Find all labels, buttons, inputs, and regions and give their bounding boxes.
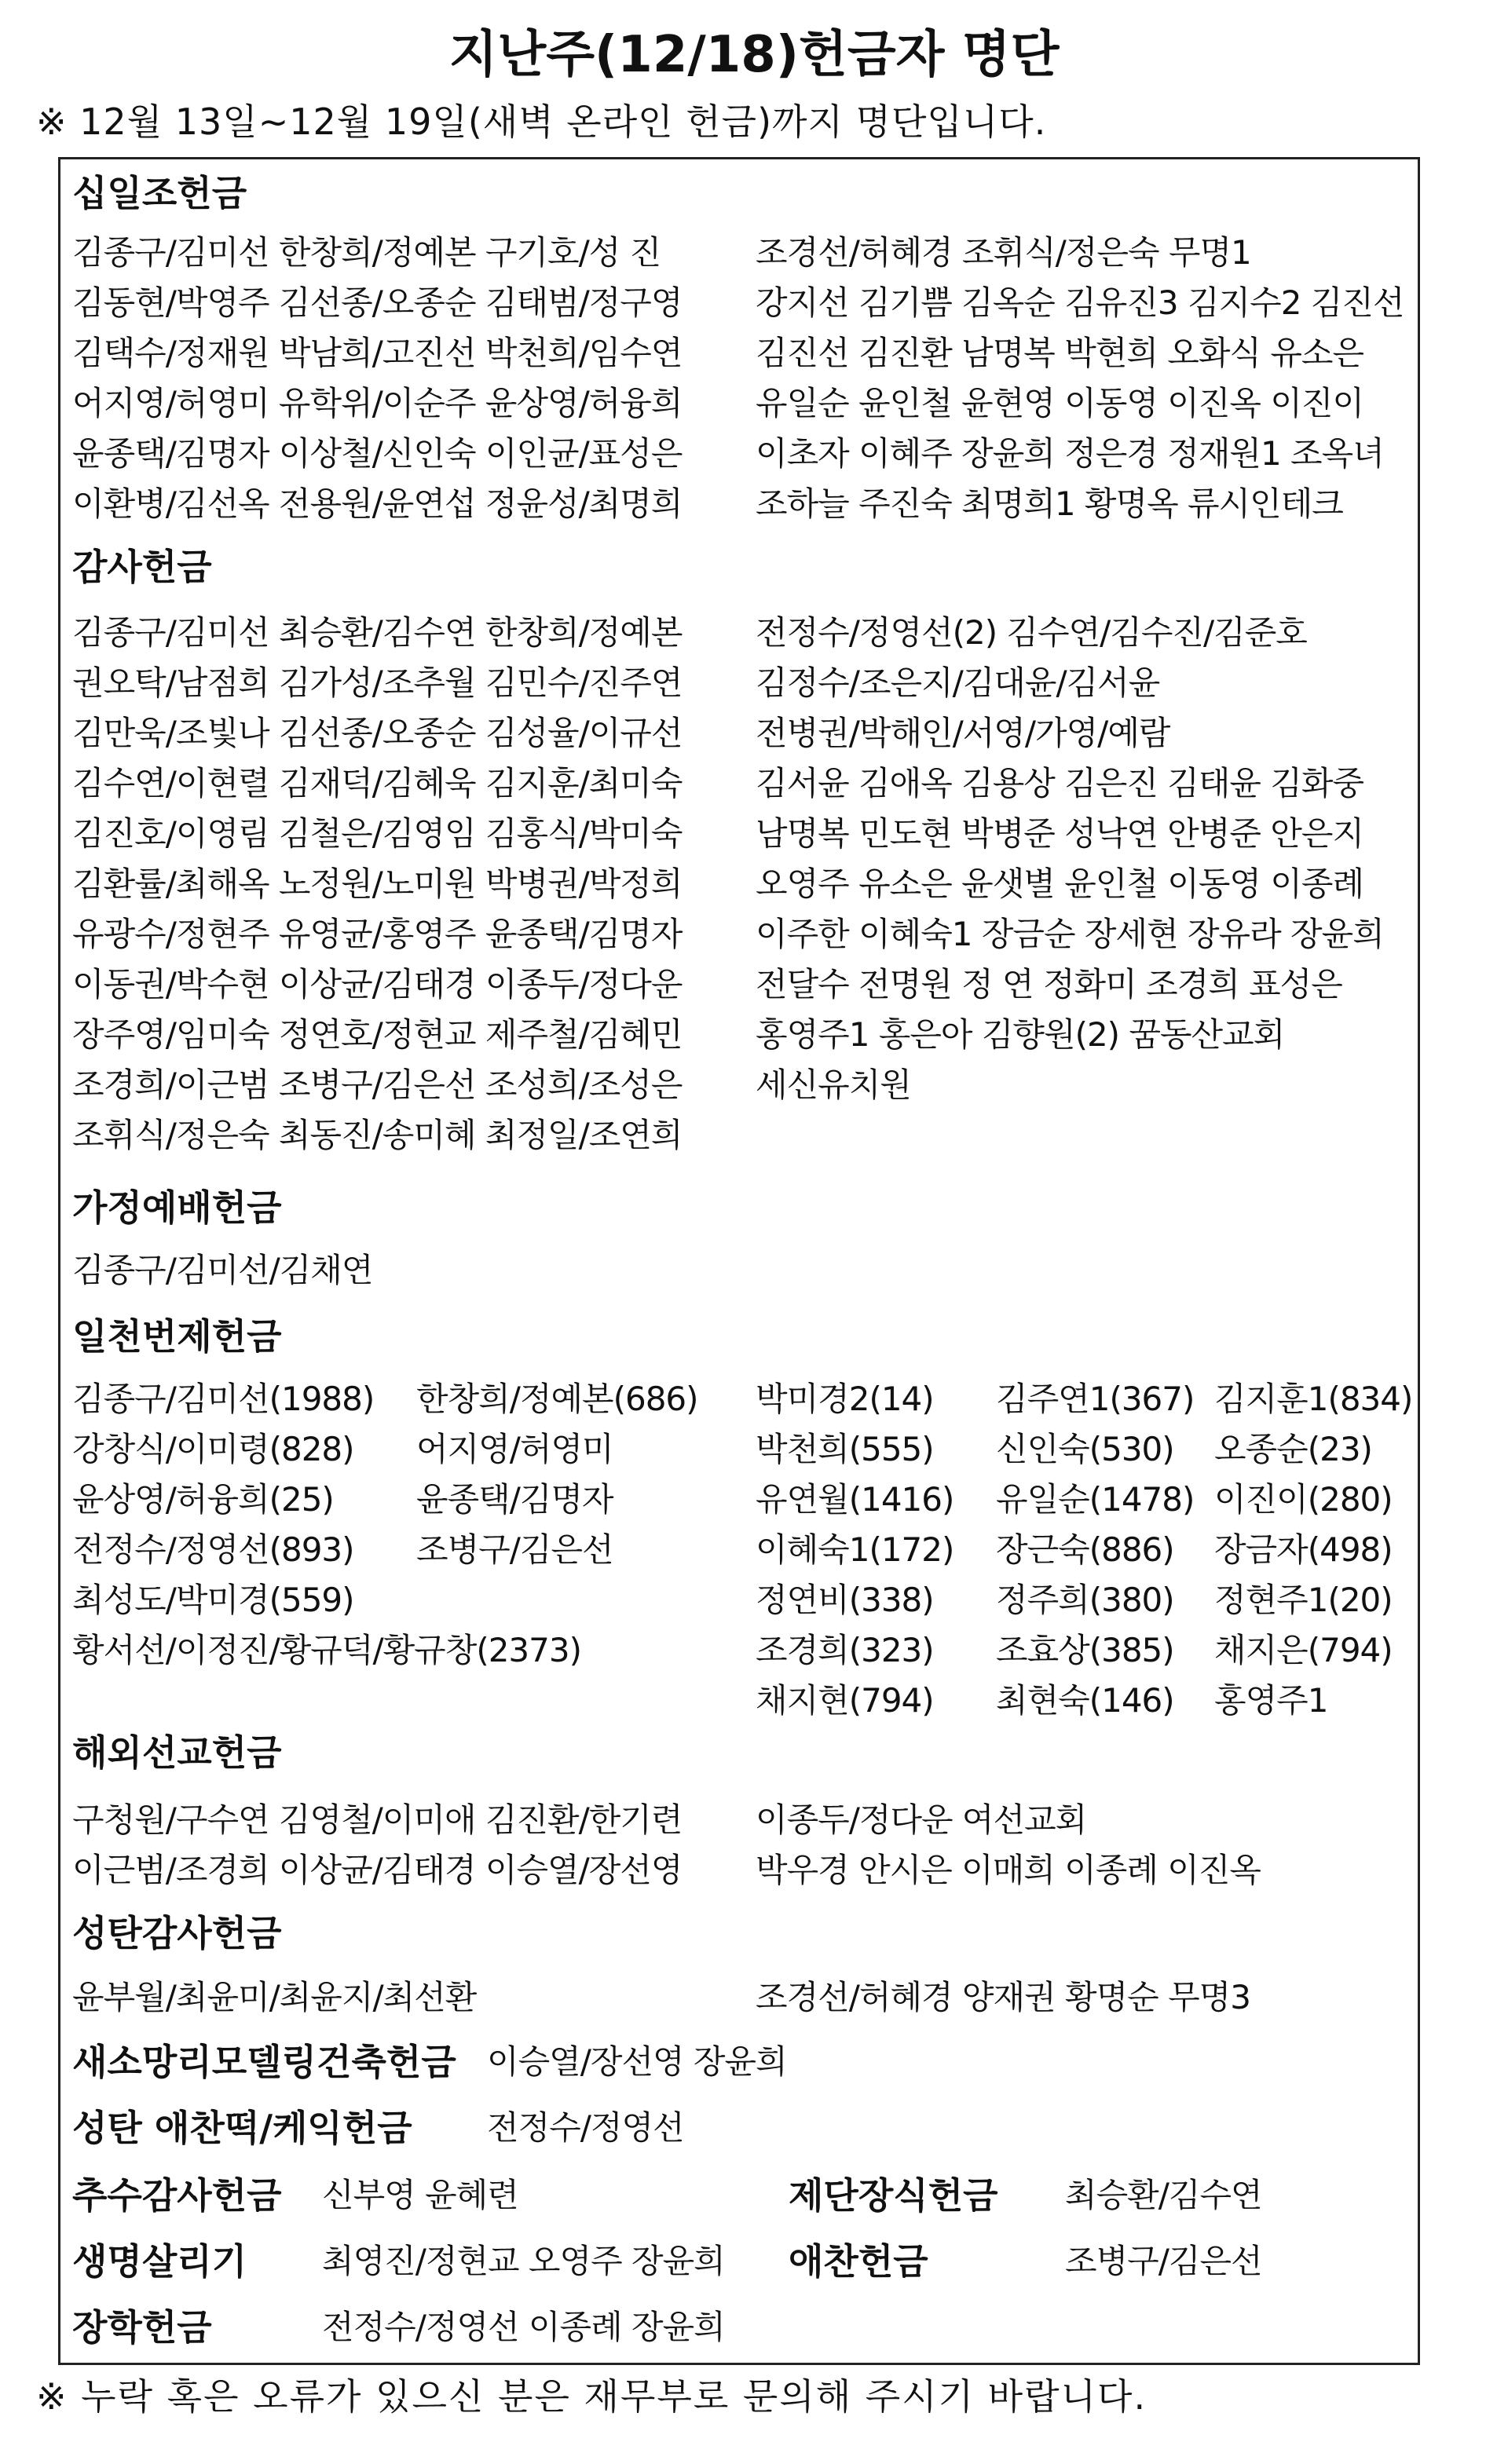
thousand-entry: 정주희(380) xyxy=(996,1581,1174,1619)
family-worship-line: 김종구/김미선/김채연 xyxy=(72,1251,373,1289)
thanks-right-line: 김서윤 김애옥 김용상 김은진 김태윤 김화중 xyxy=(756,764,1364,802)
thanks-left-line: 김종구/김미선 최승환/김수연 한창희/정예본 xyxy=(72,613,683,652)
tithe-right-line: 강지선 김기쁨 김옥순 김유진3 김지수2 김진선 xyxy=(756,283,1404,322)
tithe-right-line: 이초자 이혜주 장윤희 정은경 정재원1 조옥녀 xyxy=(756,434,1384,473)
thousand-entry: 한창희/정예본(686) xyxy=(416,1380,698,1418)
thousand-entry: 황서선/이정진/황규덕/황규창(2373) xyxy=(72,1631,581,1669)
thanks-left-line: 김수연/이현렬 김재덕/김혜욱 김지훈/최미숙 xyxy=(72,764,683,802)
thousand-entry: 윤상영/허융희(25) xyxy=(72,1480,334,1519)
family-worship-heading: 가정예배헌금 xyxy=(72,1186,282,1229)
remodel-heading: 새소망리모델링건축헌금 xyxy=(72,2041,456,2083)
thousand-entry: 조효상(385) xyxy=(996,1631,1174,1669)
thanks-left-line: 김진호/이영림 김철은/김영임 김홍식/박미숙 xyxy=(72,814,683,853)
thousand-entry: 최성도/박미경(559) xyxy=(72,1581,354,1619)
tithe-right-line: 유일순 윤인철 윤현영 이동영 이진옥 이진이 xyxy=(756,384,1364,422)
mission-left-line: 구청원/구수연 김영철/이미애 김진환/한기련 xyxy=(72,1800,683,1839)
thousand-entry: 오종순(23) xyxy=(1214,1430,1372,1468)
thanks-right-line: 세신유치원 xyxy=(756,1066,911,1104)
tithe-heading: 십일조헌금 xyxy=(72,172,247,214)
thousand-entry: 채지은(794) xyxy=(1214,1631,1393,1669)
thousand-entry: 박미경2(14) xyxy=(756,1380,934,1418)
thanks-right-line: 김정수/조은지/김대윤/김서윤 xyxy=(756,664,1160,702)
date-range-note: ※ 12월 13일~12월 19일(새벽 온라인 헌금)까지 명단입니다. xyxy=(36,101,1047,143)
mission-right-line: 박우경 안시은 이매희 이종례 이진옥 xyxy=(756,1851,1261,1889)
mission-left-line: 이근범/조경희 이상균/김태경 이승열/장선영 xyxy=(72,1851,683,1889)
thousand-entry: 박천희(555) xyxy=(756,1430,934,1468)
thanks-right-line: 전달수 전명원 정 연 정화미 조경희 표성은 xyxy=(756,965,1342,1004)
thanks-right-line: 남명복 민도현 박병준 성낙연 안병준 안은지 xyxy=(756,814,1364,853)
scholarship-names: 전정수/정영선 이종례 장윤희 xyxy=(322,2308,725,2346)
fellowship-names: 조병구/김은선 xyxy=(1065,2242,1262,2280)
thousand-entry: 이혜숙1(172) xyxy=(756,1530,954,1569)
thanks-right-line: 이주한 이혜숙1 장금순 장세현 장유라 장윤희 xyxy=(756,915,1384,953)
tithe-right-line: 김진선 김진환 남명복 박현희 오화식 유소은 xyxy=(756,334,1364,372)
thanks-left-line: 조휘식/정은숙 최동진/송미혜 최정일/조연희 xyxy=(72,1116,683,1154)
thousand-entry: 김주연1(367) xyxy=(996,1380,1195,1418)
thousand-entry: 장근숙(886) xyxy=(996,1530,1174,1569)
tithe-left-line: 김종구/김미선 한창희/정예본 구기호/성 진 xyxy=(72,233,661,272)
altar-names: 최승환/김수연 xyxy=(1065,2176,1262,2214)
thanks-left-line: 이동권/박수현 이상균/김태경 이종두/정다운 xyxy=(72,965,683,1004)
thousand-entry: 조경희(323) xyxy=(756,1631,934,1669)
thanks-left-line: 김만욱/조빛나 김선종/오종순 김성율/이규선 xyxy=(72,714,683,752)
life-heading: 생명살리기 xyxy=(72,2240,247,2283)
tithe-right-line: 조하늘 주진숙 최명희1 황명옥 류시인테크 xyxy=(756,484,1343,523)
thousand-entry: 홍영주1 xyxy=(1214,1681,1328,1720)
thousand-entry: 김지훈1(834) xyxy=(1214,1380,1413,1418)
thousand-entry: 이진이(280) xyxy=(1214,1480,1393,1519)
mission-right-line: 이종두/정다운 여선교회 xyxy=(756,1800,1087,1839)
thousand-entry: 어지영/허영미 xyxy=(416,1430,613,1468)
thanks-left-line: 권오탁/남점희 김가성/조추월 김민수/진주연 xyxy=(72,664,683,702)
fellowship-heading: 애찬헌금 xyxy=(789,2240,928,2283)
thousand-entry: 정연비(338) xyxy=(756,1581,934,1619)
tithe-left-line: 이환병/김선옥 전용원/윤연섭 정윤성/최명희 xyxy=(72,484,683,523)
tithe-left-line: 김동현/박영주 김선종/오종순 김태범/정구영 xyxy=(72,283,683,322)
tithe-right-line: 조경선/허혜경 조휘식/정은숙 무명1 xyxy=(756,233,1251,272)
page-title: 지난주(12/18)헌금자 명단 xyxy=(448,26,1060,84)
thousand-entry: 유연월(1416) xyxy=(756,1480,954,1519)
tithe-left-line: 김택수/정재원 박남희/고진선 박천희/임수연 xyxy=(72,334,683,372)
footer-note: ※ 누락 혹은 오류가 있으신 분은 재무부로 문의해 주시기 바랍니다. xyxy=(36,2375,1147,2418)
thanks-right-line: 전정수/정영선(2) 김수연/김수진/김준호 xyxy=(756,613,1307,652)
thousand-entry: 전정수/정영선(893) xyxy=(72,1530,354,1569)
scholarship-heading: 장학헌금 xyxy=(72,2306,212,2349)
christmas-right-line: 조경선/허혜경 양재권 황명순 무명3 xyxy=(756,1978,1250,2016)
thanks-left-line: 장주영/임미숙 정연호/정현교 제주철/김혜민 xyxy=(72,1015,683,1054)
thousand-entry: 강창식/이미령(828) xyxy=(72,1430,354,1468)
tithe-left-line: 어지영/허영미 유학위/이순주 윤상영/허융희 xyxy=(72,384,683,422)
christmas-heading: 성탄감사헌금 xyxy=(72,1912,282,1954)
thousand-entry: 유일순(1478) xyxy=(996,1480,1195,1519)
thanks-right-line: 홍영주1 홍은아 김향원(2) 꿈동산교회 xyxy=(756,1015,1285,1054)
harvest-heading: 추수감사헌금 xyxy=(72,2174,282,2217)
harvest-names: 신부영 윤혜련 xyxy=(322,2176,518,2214)
thousand-entry: 정현주1(20) xyxy=(1214,1581,1393,1619)
life-names: 최영진/정현교 오영주 장윤희 xyxy=(322,2242,725,2280)
thousand-entry: 조병구/김은선 xyxy=(416,1530,613,1569)
remodel-names: 이승열/장선영 장윤희 xyxy=(487,2042,787,2081)
rice-cake-heading: 성탄 애찬떡/케익헌금 xyxy=(72,2107,412,2149)
thousand-entry: 신인숙(530) xyxy=(996,1430,1174,1468)
thousand-entry: 채지현(794) xyxy=(756,1681,934,1720)
thousand-entry: 윤종택/김명자 xyxy=(416,1480,613,1519)
thanks-left-line: 조경희/이근범 조병구/김은선 조성희/조성은 xyxy=(72,1066,683,1104)
thanks-right-line: 오영주 유소은 윤샛별 윤인철 이동영 이종례 xyxy=(756,865,1364,903)
thousand-offering-heading: 일천번제헌금 xyxy=(72,1315,282,1358)
thousand-entry: 장금자(498) xyxy=(1214,1530,1393,1569)
thanks-left-line: 김환률/최해옥 노정원/노미원 박병권/박정희 xyxy=(72,865,683,903)
thousand-entry: 최현숙(146) xyxy=(996,1681,1174,1720)
thanks-heading: 감사헌금 xyxy=(72,546,212,588)
thanks-right-line: 전병권/박해인/서영/가영/예람 xyxy=(756,714,1170,752)
rice-cake-names: 전정수/정영선 xyxy=(487,2108,684,2147)
thousand-entry: 김종구/김미선(1988) xyxy=(72,1380,375,1418)
christmas-left-line: 윤부월/최윤미/최윤지/최선환 xyxy=(72,1978,477,2016)
altar-heading: 제단장식헌금 xyxy=(789,2174,998,2217)
mission-heading: 해외선교헌금 xyxy=(72,1731,282,1774)
tithe-left-line: 윤종택/김명자 이상철/신인숙 이인균/표성은 xyxy=(72,434,683,473)
thanks-left-line: 유광수/정현주 유영균/홍영주 윤종택/김명자 xyxy=(72,915,683,953)
